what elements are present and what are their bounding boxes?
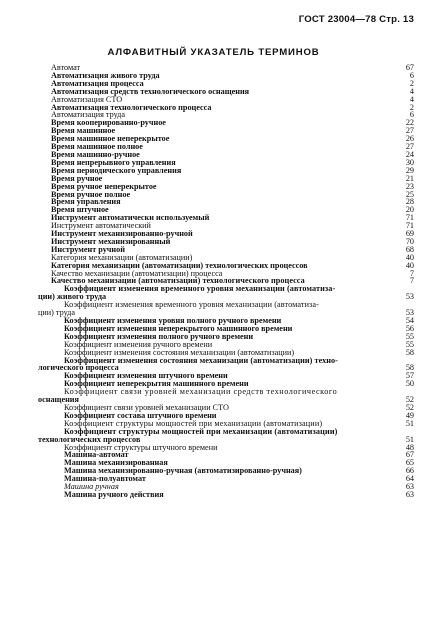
index-term: Время машинное неперекрытое [51, 134, 170, 144]
index-term: Время машинное полное [51, 142, 143, 152]
index-entry [51, 165, 414, 175]
page-header: ГОСТ 23004—78 Стр. 13 [298, 14, 414, 25]
index-term: Время машинное [51, 126, 116, 136]
index-page-number: 57 [405, 371, 414, 381]
index-term: Коэффициент изменения ручного времени [64, 339, 213, 349]
index-page-number: 6 [409, 110, 414, 120]
index-page-number: 63 [405, 489, 414, 499]
index-page-number: 49 [405, 410, 414, 420]
index-term: Время ручное полное [51, 189, 131, 199]
index-term: Время штучное [51, 205, 109, 215]
index-page-number: 71 [405, 213, 414, 223]
index-term: Коэффициент неперекрытия машинного времени [64, 379, 249, 389]
index-term: Автоматизация живого труда [51, 70, 160, 80]
index-page-number: 58 [405, 347, 414, 357]
index-term: Инструмент механизированный [51, 236, 171, 246]
index-page-number: 53 [405, 308, 414, 318]
index-term: Коэффициент изменения штучного времени [64, 371, 228, 381]
index-title: АЛФАВИТНЫЙ УКАЗАТЕЛЬ ТЕРМИНОВ [107, 47, 320, 58]
index-page-number: 28 [405, 197, 414, 207]
index-page-number: 70 [405, 236, 414, 246]
index-page-number: 2 [409, 102, 414, 112]
term-index [38, 63, 414, 499]
index-page-number: 27 [405, 142, 414, 152]
index-page-number: 64 [405, 474, 414, 484]
index-term: Автоматизация СТО [51, 94, 123, 104]
index-term: Время ручное [51, 173, 103, 183]
index-term: Инструмент механизированно-ручной [51, 229, 193, 239]
index-term: Коэффициент изменения временного уровня механизации (автоматиза- [64, 300, 319, 310]
index-page-number: 27 [405, 126, 414, 136]
index-term: ции) труда [38, 308, 75, 318]
index-term: Автоматизация технологического процесса [51, 102, 212, 112]
index-page-number: 68 [405, 244, 414, 254]
index-term: Коэффициент изменения состояния механизации (автоматизации) техно- [64, 355, 338, 365]
index-term: Качество механизации (автоматизации) технологического процесса [51, 276, 305, 286]
index-term: Категория механизации (автоматизации) [51, 252, 193, 262]
index-page-number: 55 [405, 331, 414, 341]
index-term: Коэффициент изменения полного ручного времени [64, 331, 254, 341]
index-page-number: 7 [409, 276, 414, 286]
index-entry [51, 301, 409, 309]
index-page-number: 30 [405, 157, 414, 167]
index-page-number: 6 [409, 70, 414, 80]
index-page-number: 48 [405, 442, 414, 452]
index-page-number: 4 [409, 86, 414, 96]
index-term: Автоматизация труда [51, 110, 125, 120]
index-page-number: 69 [405, 229, 414, 239]
index-page-number: 54 [405, 316, 414, 325]
index-term: Коэффициент изменения неперекрытого машинного времени [64, 323, 293, 333]
index-page-number: 56 [405, 323, 414, 333]
index-page-number: 66 [405, 466, 414, 476]
index-page-number: 50 [405, 379, 414, 389]
index-term: Коэффициент связи уровней механизации средств технологического [64, 387, 338, 397]
index-page-number: 52 [405, 395, 414, 405]
index-term: Коэффициент связи уровней механизации СТО [64, 402, 229, 412]
index-term: оснащения [38, 395, 79, 405]
index-term: Категория механизации (автоматизации) технологических процессов [51, 260, 308, 270]
index-term: Коэффициент структуры мощностей при механизации (автоматизации) [64, 418, 323, 428]
index-term: Автоматизация процесса [51, 78, 144, 88]
index-term: Время ручное неперекрытое [51, 181, 157, 191]
index-term: Коэффициент структуры мощностей при механизации (автоматизации) [64, 426, 338, 436]
index-term: Машина механизированная [64, 458, 168, 468]
index-page-number: 24 [405, 149, 414, 159]
index-term: Машина механизированно-ручная (автоматизированно-ручная) [64, 466, 302, 476]
index-entry [51, 489, 414, 499]
index-page-number: 40 [405, 260, 414, 270]
index-term: Инструмент автоматически используемый [51, 213, 210, 223]
index-term: Время периодического управления [51, 165, 182, 175]
index-page-number: 26 [405, 134, 414, 144]
index-term: Машина-автомат [64, 450, 129, 460]
index-page-number: 51 [405, 418, 414, 428]
index-page-number: 67 [405, 63, 414, 72]
index-page-number: 51 [405, 434, 414, 444]
index-page-number: 21 [405, 173, 414, 183]
index-term: Коэффициент изменения состояния механизации (автоматизации) [64, 347, 295, 357]
index-page-number: 7 [409, 268, 414, 278]
index-page-number: 71 [405, 221, 414, 231]
index-term: Коэффициент структуры штучного времени [64, 442, 218, 452]
index-term: Инструмент автоматический [51, 221, 151, 231]
index-term: Инструмент ручной [51, 244, 125, 254]
index-page-number: 52 [405, 402, 414, 412]
index-page-number: 63 [405, 482, 414, 492]
index-term: Время кооперированно-ручное [51, 118, 166, 128]
index-page-number: 2 [409, 78, 414, 88]
index-page-number: 67 [405, 450, 414, 460]
index-term: технологических процессов [38, 434, 141, 444]
index-term: Автоматизация средств технологического оснащения [51, 86, 250, 96]
index-term: Качество механизации (автоматизации) процесса [51, 268, 223, 278]
index-term: Время машинно-ручное [51, 149, 140, 159]
index-page-number: 22 [405, 118, 414, 128]
index-page-number: 29 [405, 165, 414, 175]
index-page-number: 23 [405, 181, 414, 191]
index-page-number: 55 [405, 339, 414, 349]
index-term: логического процесса [38, 363, 119, 373]
index-term: Коэффициент состава штучного времени [64, 410, 217, 420]
index-page-number: 4 [409, 94, 414, 104]
index-page-number: 65 [405, 458, 414, 468]
index-page-number: 58 [405, 363, 414, 373]
index-page-number: 40 [405, 252, 414, 262]
index-page-number: 25 [405, 189, 414, 199]
index-term: Время непрерывного управления [51, 157, 176, 167]
index-term: Машина-полуавтомат [64, 474, 146, 484]
index-term: Коэффициент изменения временного уровня механизации (автоматиза- [64, 284, 336, 294]
index-entry [51, 388, 409, 396]
index-page-number: 20 [405, 205, 414, 215]
index-page-number: 53 [405, 292, 414, 302]
index-term: Машина ручная [64, 482, 119, 492]
index-term: Автомат [51, 63, 81, 72]
index-term: Время управления [51, 197, 121, 207]
index-term: ции) живого труда [38, 292, 107, 302]
index-term: Машина ручного действия [64, 489, 164, 499]
index-term: Коэффициент изменения уровня полного ручного времени [64, 316, 282, 325]
